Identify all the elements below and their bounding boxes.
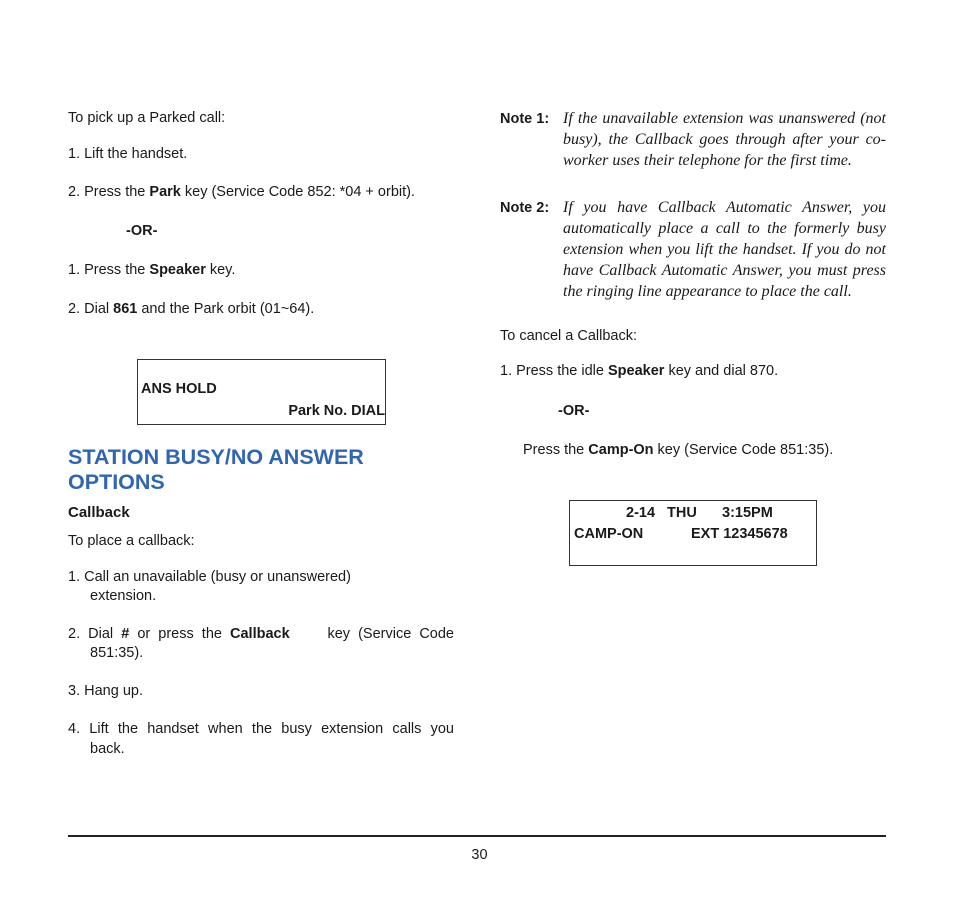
lcd-display-park [137, 359, 386, 425]
park-step-1: 1. Lift the handset. [68, 146, 188, 162]
lcd-extension: EXT 12345678 [691, 526, 788, 542]
callback-step-2-cont: 851:35). [90, 645, 144, 661]
callback-step-4: 4. Lift the handset when the busy extension calls you [68, 721, 454, 737]
note-1-text: If the unavailable extension was unanswered (not busy), the Callback goes through after your co-worker uses their telephone for the first time. [563, 110, 886, 169]
callback-step-2: 2. Dial # or press the Callback key (Service Code [68, 626, 454, 642]
lcd-line-2: Park No. DIAL [288, 403, 385, 419]
park-alt-step-2: 2. Dial 861 and the Park orbit (01~64). [68, 301, 315, 317]
lcd-date: 2-14 [626, 505, 656, 521]
lcd-display-camp-on [569, 500, 817, 566]
cancel-callback-intro: To cancel a Callback: [500, 328, 638, 344]
place-callback-intro: To place a callback: [68, 533, 195, 549]
page-number: 30 [471, 847, 488, 863]
callback-subheading: Callback [68, 504, 130, 521]
or-separator: -OR- [126, 223, 158, 239]
or-separator-right: -OR- [558, 403, 590, 419]
cancel-step-1: 1. Press the idle Speaker key and dial 870. [500, 363, 779, 379]
callback-step-1-cont: extension. [90, 588, 157, 604]
park-pickup-intro: To pick up a Parked call: [68, 110, 226, 126]
callback-step-3: 3. Hang up. [68, 683, 143, 699]
lcd-line-1: ANS HOLD [141, 381, 217, 397]
section-heading: STATION BUSY/NO ANSWER OPTIONS [68, 445, 364, 494]
note-2-label: Note 2: [500, 200, 550, 216]
lcd-day: THU [667, 505, 697, 521]
callback-step-1: 1. Call an unavailable (busy or unanswered) [68, 569, 351, 585]
note-2-text: If you have Callback Automatic Answer, you automatically place a call to the formerly busy extension when you lift the handset. If you do not have Callback Automatic Answer, you must press the ringing line appearance to place the call. [563, 199, 886, 300]
lcd-time: 3:15PM [722, 505, 773, 521]
note-1-label: Note 1: [500, 111, 550, 127]
callback-step-4-cont: back. [90, 741, 125, 757]
park-step-2: 2. Press the Park key (Service Code 852: *04 + orbit). [68, 184, 415, 200]
park-alt-step-1: 1. Press the Speaker key. [68, 262, 236, 278]
footer-rule [68, 835, 886, 837]
cancel-step-camp-on: Press the Camp-On key (Service Code 851:35). [523, 442, 834, 458]
lcd-camp-on-label: CAMP-ON [574, 526, 644, 542]
